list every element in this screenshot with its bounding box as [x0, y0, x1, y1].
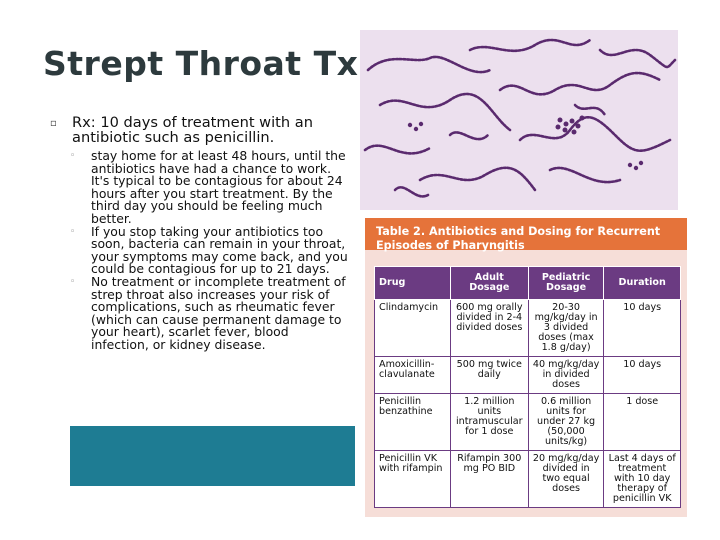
- table-cell: 0.6 million units for under 27 kg (50,000 units/kg): [528, 394, 604, 451]
- bacteria-chains-graphic: [360, 30, 678, 210]
- strep-micrograph-image: [360, 30, 678, 210]
- sub-bullet-text: stay home for at least 48 hours, until the antibiotics have had a chance to work. It's typical to be contagious for about 24 hours after you start treatment. By the third day you should be feeling much better.: [91, 148, 346, 226]
- column-header: Duration: [604, 267, 681, 300]
- circle-sub-bullet-icon: ◦: [70, 226, 76, 237]
- table-cell: 20-30 mg/kg/day in 3 divided doses (max 1.8 g/day): [528, 300, 604, 357]
- table-title: Table 2. Antibiotics and Dosing for Recurrent Episodes of Pharyngitis: [365, 218, 687, 250]
- sub-bullet-item: [70, 273, 350, 352]
- square-bullet-icon: ▫: [50, 118, 57, 129]
- table-cell: 1.2 million units intramuscular for 1 dose: [450, 394, 528, 451]
- table-cell: 10 days: [604, 357, 681, 394]
- column-header: Pediatric Dosage: [528, 267, 604, 300]
- table-cell: 10 days: [604, 300, 681, 357]
- slide-title: Strept Throat Tx: [43, 44, 359, 83]
- sub-bullet-list: [50, 150, 350, 352]
- circle-sub-bullet-icon: ◦: [70, 151, 76, 161]
- table-cell: Clindamycin: [375, 300, 451, 357]
- table-cell: Penicillin benzathine: [375, 394, 451, 451]
- table-row: [375, 394, 681, 451]
- bullet-list: [50, 115, 350, 352]
- table-cell: 600 mg orally divided in 2-4 divided doses: [450, 300, 528, 357]
- sub-bullet-text: If you stop taking your antibiotics too soon, bacteria can remain in your throat, your symptoms may come back, and you could be contagious for up to 21 days.: [91, 223, 348, 277]
- table-cell: Penicillin VK with rifampin: [375, 451, 451, 508]
- sub-bullet-item: [70, 150, 350, 226]
- table-row: [375, 451, 681, 508]
- table-header-row: [375, 267, 681, 300]
- teal-placeholder-box: [70, 426, 355, 486]
- antibiotics-table-card: [365, 218, 687, 517]
- bullet-item: [50, 115, 350, 145]
- table-cell: Last 4 days of treatment with 10 day therapy of penicillin VK: [604, 451, 681, 508]
- table-cell: 500 mg twice daily: [450, 357, 528, 394]
- column-header: Adult Dosage: [450, 267, 528, 300]
- table-cell: Amoxicillin-clavulanate: [375, 357, 451, 394]
- table-row: [375, 300, 681, 357]
- circle-sub-bullet-icon: ◦: [70, 276, 76, 287]
- table-cell: 40 mg/kg/day in divided doses: [528, 357, 604, 394]
- sub-bullet-text: No treatment or incomplete treatment of strep throat also increases your risk of complications, such as rheumatic fever (which can cause permanent damage to your heart), scarlet fever, blood infection, or kidney disease.: [91, 273, 346, 352]
- antibiotics-table: [374, 266, 681, 508]
- table-cell: 1 dose: [604, 394, 681, 451]
- sub-bullet-item: [70, 223, 350, 277]
- column-header: Drug: [375, 267, 451, 300]
- table-cell: 20 mg/kg/day divided in two equal doses: [528, 451, 604, 508]
- table-row: [375, 357, 681, 394]
- bullet-text: Rx: 10 days of treatment with an antibiotic such as penicillin.: [72, 114, 313, 146]
- table-cell: Rifampin 300 mg PO BID: [450, 451, 528, 508]
